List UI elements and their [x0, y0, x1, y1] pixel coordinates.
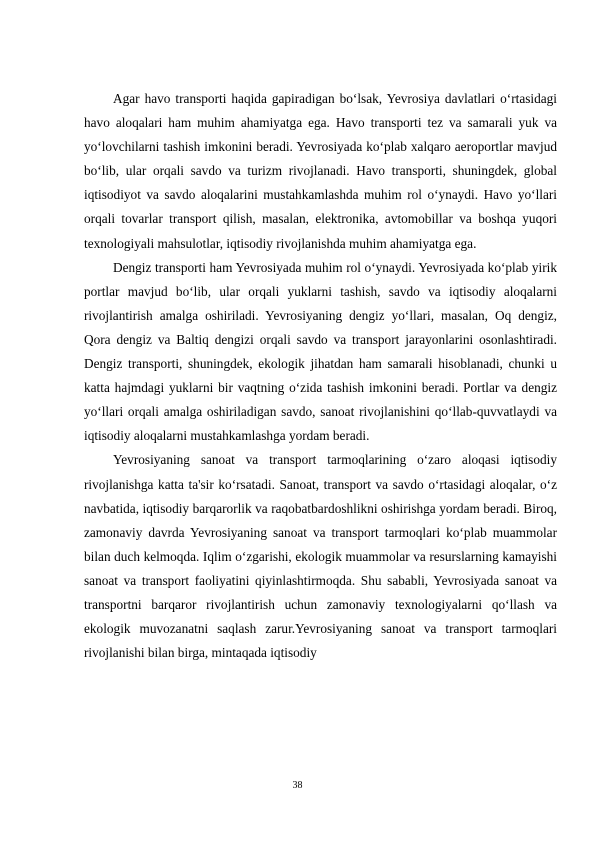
paragraph-industry-transport: Yevrosiyaning sanoat va transport tarmoqlarining o‘zaro aloqasi iqtisodiy rivojlanishga katta ta'sir ko‘rsatadi. Sanoat, transport va savdo o‘rtasidagi aloqalar, o‘z navbatida, iqtisodiy barqarorlik va raqobatbardoshlikni oshirishga yordam beradi. Biroq, zamonaviy davrda Yevrosiyaning sanoat va transport tarmoqlari ko‘plab muammolar bilan duch kelmoqda. Iqlim o‘zgarishi, ekologik muammolar va resurslarning kamayishi sanoat va transport faoliyatini qiyinlashtirmoqda. Shu sababli, Yevrosiyada sanoat va transportni barqaror rivojlantirish uchun zamonaviy texnologiyalarni qo‘llash va ekologik muvozanatni saqlash zarur.Yevrosiyaning sanoat va transport tarmoqlari rivojlanishi bilan birga, mintaqada iqtisodiy	[84, 452, 557, 661]
paragraph-air-transport: Agar havo transporti haqida gapiradigan bo‘lsak, Yevrosiya davlatlari o‘rtasidagi havo aloqalari ham muhim ahamiyatga ega. Havo transporti tez va samarali yuk va yo‘lovchilarni tashish imkonini beradi. Yevrosiyada ko‘plab xalqaro aeroportlar mavjud bo‘lib, ular orqali savdo va turizm rivojlanadi. Havo transporti, shuningdek, global iqtisodiyot va savdo aloqalarini mustahkamlashda muhim rol o‘ynaydi. Havo yo‘llari orqali tovarlar transport qilish, masalan, elektronika, avtomobillar va boshqa yuqori texnologiyali mahsulotlar, iqtisodiy rivojlanishda muhim ahamiyatga ega.	[84, 91, 557, 251]
page-number: 38	[292, 780, 303, 791]
paragraph-sea-transport: Dengiz transporti ham Yevrosiyada muhim rol o‘ynaydi. Yevrosiyada ko‘plab yirik portlar mavjud bo‘lib, ular orqali yuklarni tashish, savdo va iqtisodiy aloqalarni rivojlantirish amalga oshiriladi. Yevrosiyaning dengiz yo‘llari, masalan, Oq dengiz, Qora dengiz va Baltiq dengizi orqali savdo va transport jarayonlarini osonlashtiradi. Dengiz transporti, shuningdek, ekologik jihatdan ham samarali hisoblanadi, chunki u katta hajmdagi yuklarni bir vaqtning o‘zida tashish imkonini beradi. Portlar va dengiz yo‘llari orqali amalga oshiriladigan savdo, sanoat rivojlanishini qo‘llab-quvvatlaydi va iqtisodiy aloqalarni mustahkamlashga yordam beradi.	[84, 259, 557, 444]
document-body	[84, 87, 557, 665]
